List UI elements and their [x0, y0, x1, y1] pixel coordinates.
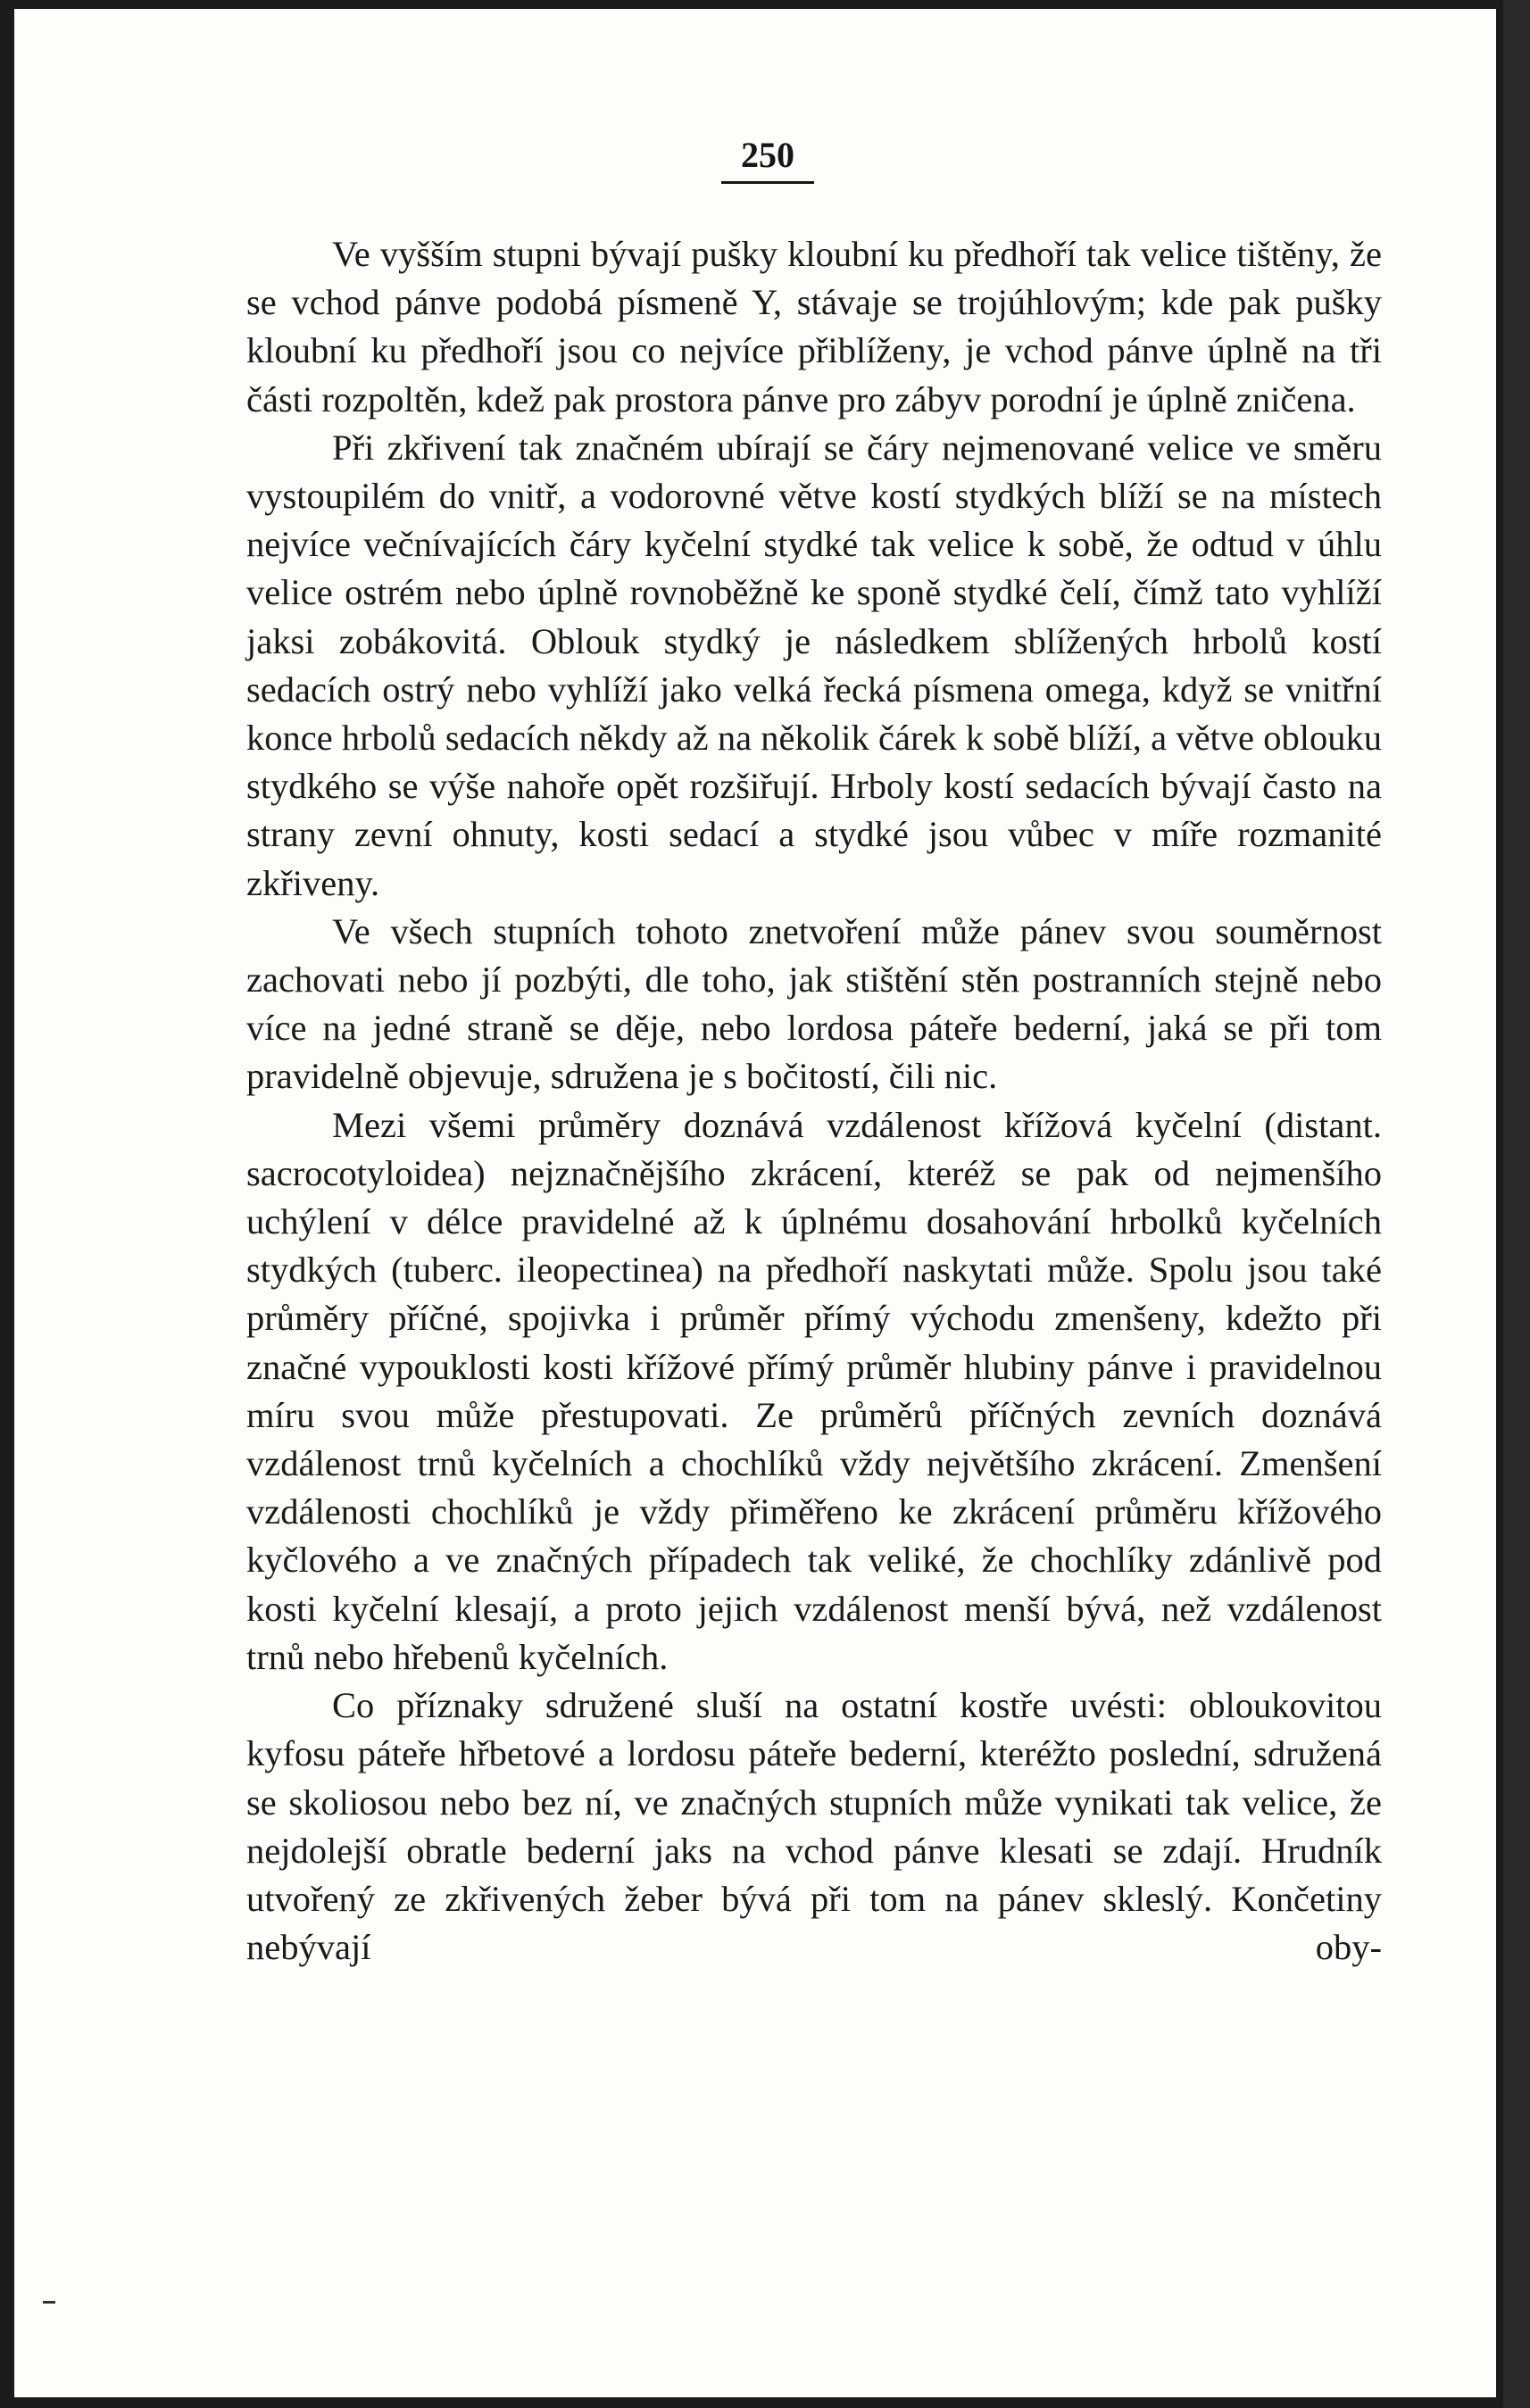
page-number-text: 250: [721, 134, 814, 184]
paragraph-3: Ve všech stupních tohoto znetvoření může pánev svou souměrnost zachovati nebo jí pozbýti, dle toho, jak stištění stěn postranních stejně nebo více na jedné straně se děje, nebo lordosa páteře bederní, jaká se při tom pravidelně objevuje, sdružena je s bočitostí, čili nic.: [246, 910, 1382, 1097]
body-text: [246, 230, 1382, 1972]
scan-speck: [43, 2301, 55, 2304]
scan-border: [1503, 0, 1530, 2408]
page-number: [0, 134, 1530, 184]
paragraph-5: Co příznaky sdružené sluší na ostatní kostře uvésti: obloukovitou kyfosu páteře hřbetové a lordosu páteře bederní, kteréžto poslední, sdružená se skoliosou nebo bez ní, ve značných stupních může vynikati tak velice, že nejdolejší obratle bederní jaks na vchod pánve klesati se zdají. Hrudník utvořený ze zkřivených žeber bývá při tom na pánev skleslý. Končetiny nebývají oby-: [246, 1685, 1382, 1968]
paragraph-2: Při zkřivení tak značném ubírají se čáry nejmenované velice ve směru vystoupilém do vnitř, a vodorovné větve kostí stydkých blíží se na místech nejvíce večnívajících čáry kyčelní stydké tak velice k sobě, že odtud v úhlu velice ostrém nebo úplně rovnoběžně ke sponě stydké čelí, čímž tato vyhlíží jaksi zobákovitá. Oblouk stydký je následkem sblížených hrbolů kostí sedacích ostrý nebo vyhlíží jako velká řecká písmena omega, když se vnitřní konce hrbolů sedacích někdy až na několik čárek k sobě blíží, a větve oblouku stydkého se výše nahoře opět rozšiřují. Hrboly kostí sedacích bývají často na strany zevní ohnuty, kosti sedací a stydké jsou vůbec v míře rozmanité zkřiveny.: [246, 427, 1382, 903]
paragraph-1: Ve vyšším stupni bývají pušky kloubní ku předhoří tak velice tištěny, že se vchod pánve podobá písmeně Y, stávaje se trojúhlovým; kde pak pušky kloubní ku předhoří jsou co nejvíce přiblíženy, je vchod pánve úplně na tři části rozpoltěn, kdež pak prostora pánve pro zábyv porodní je úplně zničena.: [246, 234, 1382, 419]
paragraph-4: Mezi všemi průměry doznává vzdálenost křížová kyčelní (distant. sacrocotyloidea) nejznačnějšího zkrácení, kteréž se pak od nejmenšího uchýlení v délce pravidelné až k úplnému dosahování hrbolků kyčelních stydkých (tuberc. ileopectinea) na předhoří naskytati může. Spolu jsou také průměry příčné, spojivka i průměr přímý východu zmenšeny, kdežto při značné vypouklosti kosti křížové přímý průměr hlubiny pánve i pravidelnou míru svou může přestupovati. Ze průměrů příčných zevních doznává vzdálenost trnů kyčelních a chochlíků vždy největšího zkrácení. Zmenšení vzdálenosti chochlíků je vždy přiměřeno ke zkrácení průměru křížového kyčlového a ve značných případech tak veliké, že chochlíky zdánlivě pod kosti kyčelní klesají, a proto jejich vzdálenost menší bývá, než vzdálenost trnů nebo hřebenů kyčelních.: [246, 1104, 1382, 1677]
